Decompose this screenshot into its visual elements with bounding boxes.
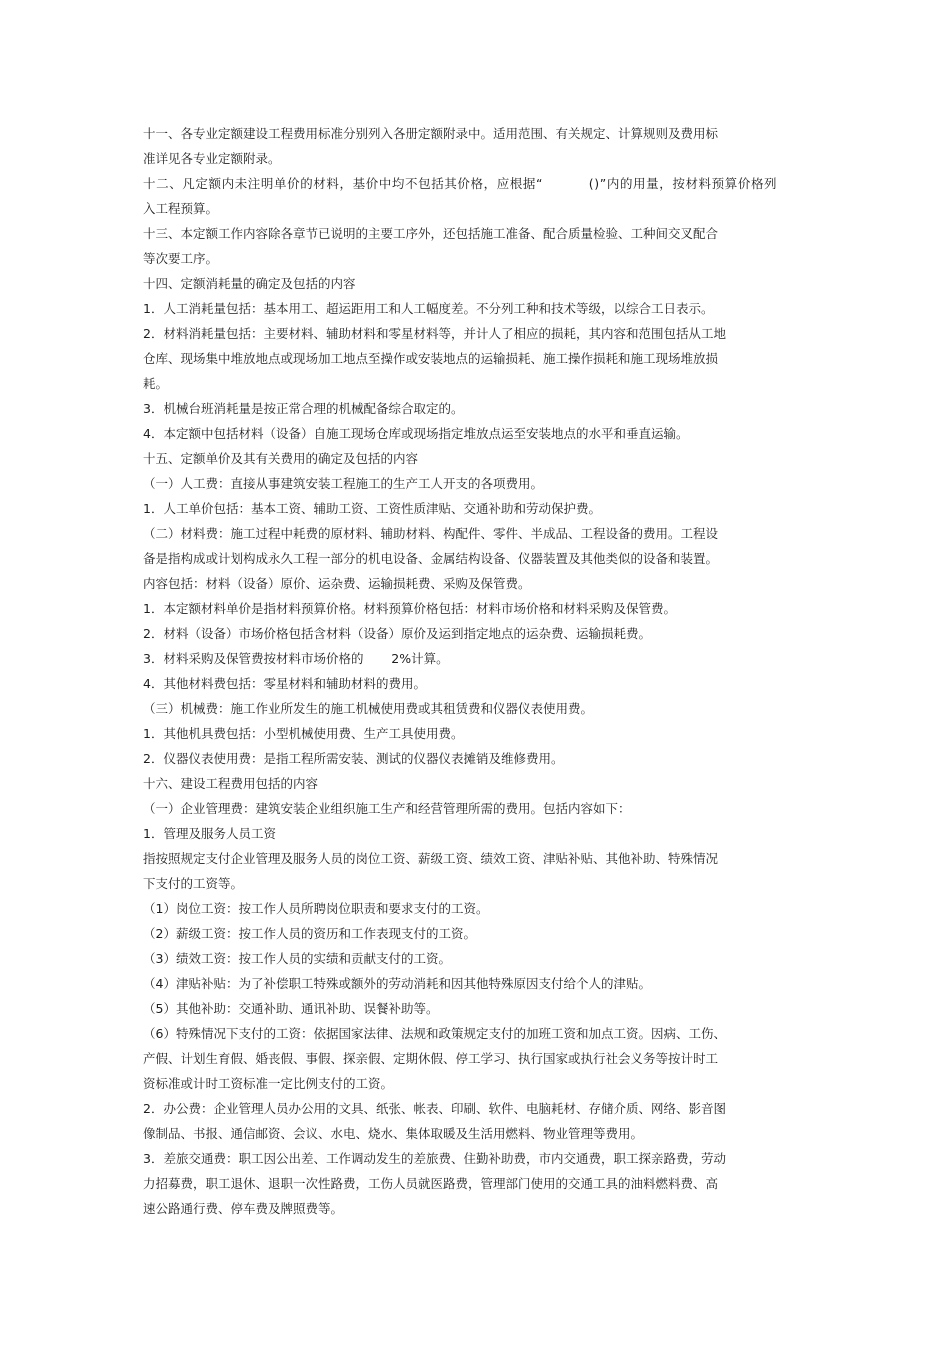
text-line: （2）薪级工资：按工作人员的资历和工作表现支付的工资。 <box>143 926 476 941</box>
document-body <box>143 121 933 1221</box>
text-line: 力招募费，职工退休、退职一次性路费，工伤人员就医路费，管理部门使用的交通工具的油料燃料费、高 <box>143 1176 719 1191</box>
text-line: 十三、本定额工作内容除各章节已说明的主要工序外，还包括施工准备、配合质量检验、工种间交叉配合 <box>143 226 719 241</box>
text-line: （3）绩效工资：按工作人员的实绩和贡献支付的工资。 <box>143 951 451 966</box>
text-line: 像制品、书报、通信邮资、会议、水电、烧水、集体取暖及生活用燃料、物业管理等费用。 <box>143 1126 644 1141</box>
text-line: 内容包括：材料（设备）原价、运杂费、运输损耗费、采购及保管费。 <box>143 576 531 591</box>
text-line: （一）人工费：直接从事建筑安装工程施工的生产工人开支的各项费用。 <box>143 476 544 491</box>
text-line: 1．人工单价包括：基本工资、辅助工资、工资性质津贴、交通补助和劳动保护费。 <box>143 501 601 516</box>
text-line: 仓库、现场集中堆放地点或现场加工地点至操作或安装地点的运输损耗、施工操作损耗和施工现场堆放损 <box>143 351 719 366</box>
section-heading: 十四、定额消耗量的确定及包括的内容 <box>143 276 356 291</box>
text-line: 下支付的工资等。 <box>143 876 244 891</box>
text-line: 十二、凡定额内未注明单价的材料，基价中均不包括其价格，应根据“ ()”内的用量，按材料预算价格列 <box>143 176 778 191</box>
text-line: （1）岗位工资：按工作人员所聘岗位职责和要求支付的工资。 <box>143 901 489 916</box>
text-line: 2．材料消耗量包括：主要材料、辅助材料和零星材料等，并计人了相应的损耗，其内容和范围包括从工地 <box>143 326 726 341</box>
text-line: 入工程预算。 <box>143 201 219 216</box>
section-heading: 十五、定额单价及其有关费用的确定及包括的内容 <box>143 451 419 466</box>
text-line: 2．办公费：企业管理人员办公用的文具、纸张、帐表、印刷、软件、电脑耗材、存储介质、网络、影音图 <box>143 1101 726 1116</box>
text-line: （二）材料费：施工过程中耗费的原材料、辅助材料、构配件、零件、半成品、工程设备的费用。工程设 <box>143 526 719 541</box>
text-line: 2．仪器仪表使用费：是指工程所需安装、测试的仪器仪表摊销及维修费用。 <box>143 751 564 766</box>
text-line: 2．材料（设备）市场价格包括含材料（设备）原价及运到指定地点的运杂费、运输损耗费。 <box>143 626 651 641</box>
text-line: 等次要工序。 <box>143 251 219 266</box>
text-line: （4）津贴补贴：为了补偿职工特殊或额外的劳动消耗和因其他特殊原因支付给个人的津贴。 <box>143 976 651 991</box>
text-line: 1．本定额材料单价是指材料预算价格。材料预算价格包括：材料市场价格和材料采购及保管费。 <box>143 601 676 616</box>
text-line: 十一、各专业定额建设工程费用标准分别列入各册定额附录中。适用范围、有关规定、计算规则及费用标 <box>143 126 719 141</box>
text-line: 产假、计划生育假、婚丧假、事假、探亲假、定期休假、停工学习、执行国家或执行社会义务等按计时工 <box>143 1051 719 1066</box>
text-line: （5）其他补助：交通补助、通讯补助、误餐补助等。 <box>143 1001 439 1016</box>
text-line: 3．材料采购及保管费按材料市场价格的 2%计算。 <box>143 651 449 666</box>
text-line: 4．本定额中包括材料（设备）自施工现场仓库或现场指定堆放点运至安装地点的水平和垂直运输。 <box>143 426 689 441</box>
text-line: 备是指构成或计划构成永久工程一部分的机电设备、金属结构设备、仪器装置及其他类似的设备和装置。 <box>143 551 719 566</box>
text-line: 耗。 <box>143 376 169 391</box>
text-line: （6）特殊情况下支付的工资：依据国家法律、法规和政策规定支付的加班工资和加点工资。因病、工伤、 <box>143 1026 726 1041</box>
text-line: 1．其他机具费包括：小型机械使用费、生产工具使用费。 <box>143 726 464 741</box>
text-line: 资标准或计时工资标准一定比例支付的工资。 <box>143 1076 394 1091</box>
text-line: 速公路通行费、停车费及牌照费等。 <box>143 1201 344 1216</box>
text-line: 1．人工消耗量包括：基本用工、超运距用工和人工幅度差。不分列工种和技术等级，以综合工日表示。 <box>143 301 714 316</box>
text-line: 指按照规定支付企业管理及服务人员的岗位工资、薪级工资、绩效工资、津贴补贴、其他补助、特殊情况 <box>143 851 719 866</box>
text-line: （三）机械费：施工作业所发生的施工机械使用费或其租赁费和仪器仪表使用费。 <box>143 701 594 716</box>
text-line: 1．管理及服务人员工资 <box>143 826 276 841</box>
text-line: 4．其他材料费包括：零星材料和辅助材料的费用。 <box>143 676 426 691</box>
text-line: 3．差旅交通费：职工因公出差、工作调动发生的差旅费、住勤补助费，市内交通费，职工探亲路费，劳动 <box>143 1151 726 1166</box>
text-line: 3．机械台班消耗量是按正常合理的机械配备综合取定的。 <box>143 401 464 416</box>
text-line: （一）企业管理费：建筑安装企业组织施工生产和经营管理所需的费用。包括内容如下： <box>143 801 631 816</box>
section-heading: 十六、建设工程费用包括的内容 <box>143 776 319 791</box>
text-line: 准详见各专业定额附录。 <box>143 151 281 166</box>
